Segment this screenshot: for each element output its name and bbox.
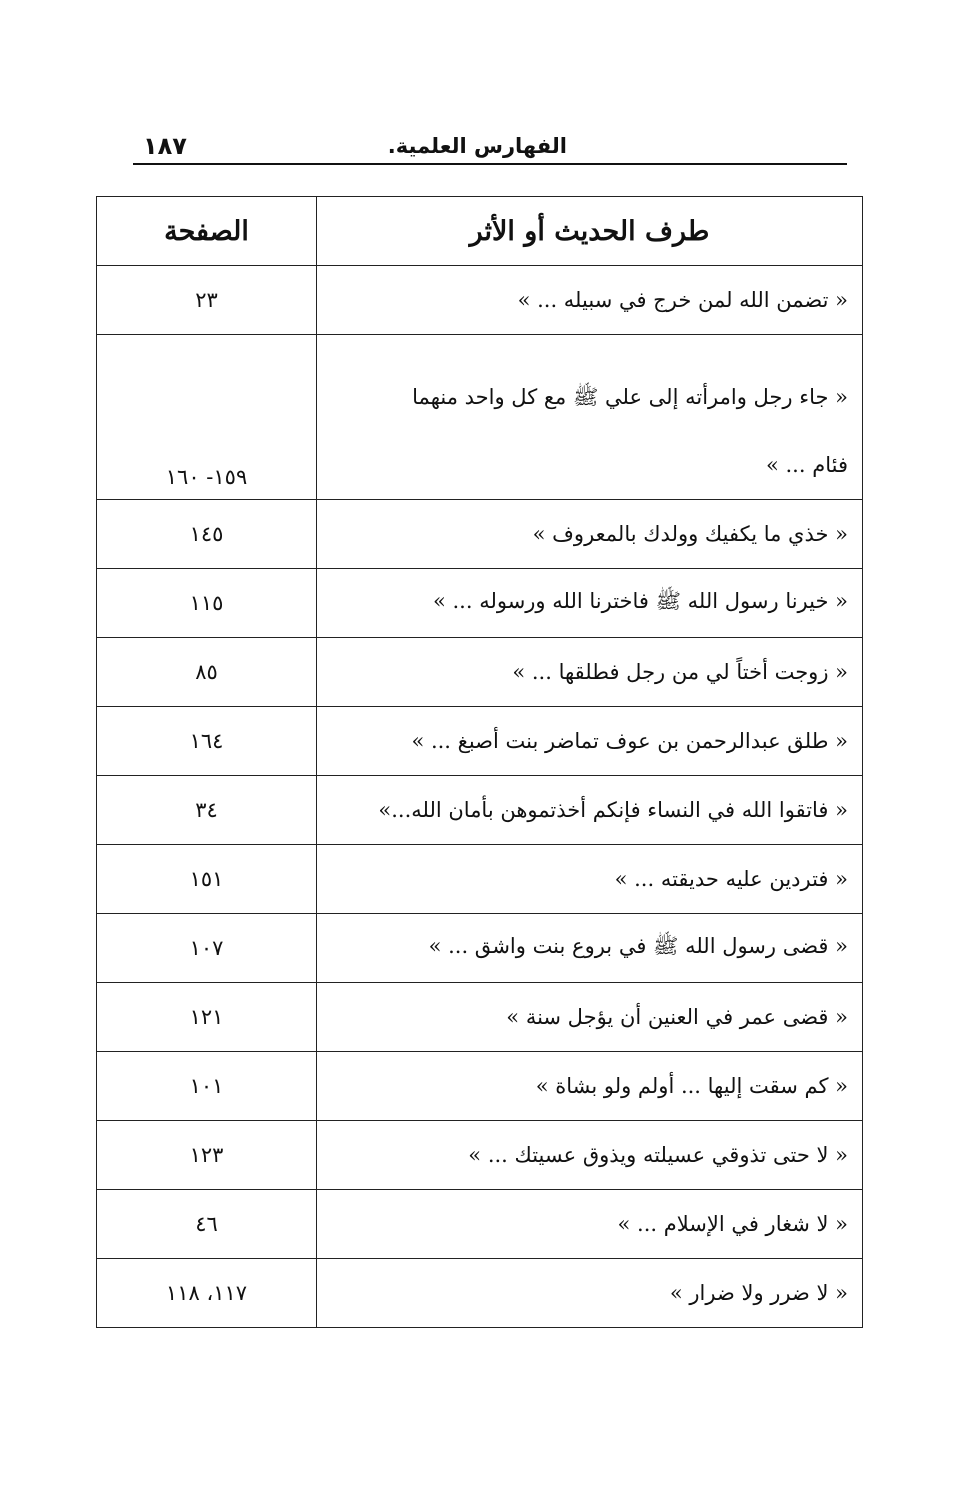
- hadith-cell: [317, 335, 863, 500]
- table-header-row: [97, 197, 863, 266]
- table-row: [97, 266, 863, 335]
- table-row: [97, 845, 863, 914]
- hadith-cell: « لا شغار في الإسلام ... »: [317, 1190, 863, 1259]
- page-cell: ١٢٣: [97, 1121, 317, 1190]
- hadith-index-table: [96, 196, 863, 1328]
- hadith-cell: « تضمن الله لمن خرج في سبيله ... »: [317, 266, 863, 335]
- hadith-line: فئام ... »: [765, 453, 848, 477]
- page-cell: ١٥٩- ١٦٠: [97, 335, 317, 500]
- page-header: [133, 128, 847, 164]
- hadith-cell: « خذي ما يكفيك وولدك بالمعروف »: [317, 500, 863, 569]
- page-number: ١٨٧: [143, 132, 187, 160]
- table-row: [97, 569, 863, 638]
- table-row: [97, 983, 863, 1052]
- table-row: [97, 1190, 863, 1259]
- table-row: [97, 1121, 863, 1190]
- page-cell: ٤٦: [97, 1190, 317, 1259]
- table-row: [97, 335, 863, 500]
- page-cell: ٨٥: [97, 638, 317, 707]
- header-title: الفهارس العلمية.: [387, 134, 567, 158]
- table-row: [97, 1052, 863, 1121]
- page-cell: ٢٣: [97, 266, 317, 335]
- page-cell: ١٥١: [97, 845, 317, 914]
- table-row: [97, 638, 863, 707]
- hadith-cell: « فاتقوا الله في النساء فإنكم أخذتموهن بأمان الله...»: [317, 776, 863, 845]
- table-row: [97, 914, 863, 983]
- hadith-cell: « قضى رسول الله ﷺ في بروع بنت واشق ... »: [317, 914, 863, 983]
- hadith-cell: « طلق عبدالرحمن بن عوف تماضر بنت أصبغ ... »: [317, 707, 863, 776]
- page-cell: ١١٥: [97, 569, 317, 638]
- table-row: [97, 707, 863, 776]
- hadith-cell: « قضى عمر في العنين أن يؤجل سنة »: [317, 983, 863, 1052]
- column-header-hadith: طرف الحديث أو الأثر: [317, 197, 863, 266]
- page-cell: ١٢١: [97, 983, 317, 1052]
- hadith-line: « جاء رجل وامرأته إلى علي ﷺ مع كل واحد منهما: [412, 385, 848, 409]
- hadith-cell: « كم سقت إليها ... أولم ولو بشاة »: [317, 1052, 863, 1121]
- table-row: [97, 500, 863, 569]
- page-cell: ٣٤: [97, 776, 317, 845]
- hadith-cell: « زوجت أختاً لي من رجل فطلقها ... »: [317, 638, 863, 707]
- hadith-cell: « خيرنا رسول الله ﷺ فاخترنا الله ورسوله ... »: [317, 569, 863, 638]
- page-cell: ١٠٧: [97, 914, 317, 983]
- header-rule: [133, 163, 847, 165]
- hadith-cell: « لا ضرر ولا ضرار »: [317, 1259, 863, 1328]
- hadith-cell: « لا حتى تذوقي عسيلته ويذوق عسيتك ... »: [317, 1121, 863, 1190]
- page-cell: ١١٧، ١١٨: [97, 1259, 317, 1328]
- column-header-page: الصفحة: [97, 197, 317, 266]
- table-row: [97, 776, 863, 845]
- table-row: [97, 1259, 863, 1328]
- page-cell: ١٠١: [97, 1052, 317, 1121]
- hadith-cell: « فتردين عليه حديقته ... »: [317, 845, 863, 914]
- page-cell: ١٦٤: [97, 707, 317, 776]
- page-cell: ١٤٥: [97, 500, 317, 569]
